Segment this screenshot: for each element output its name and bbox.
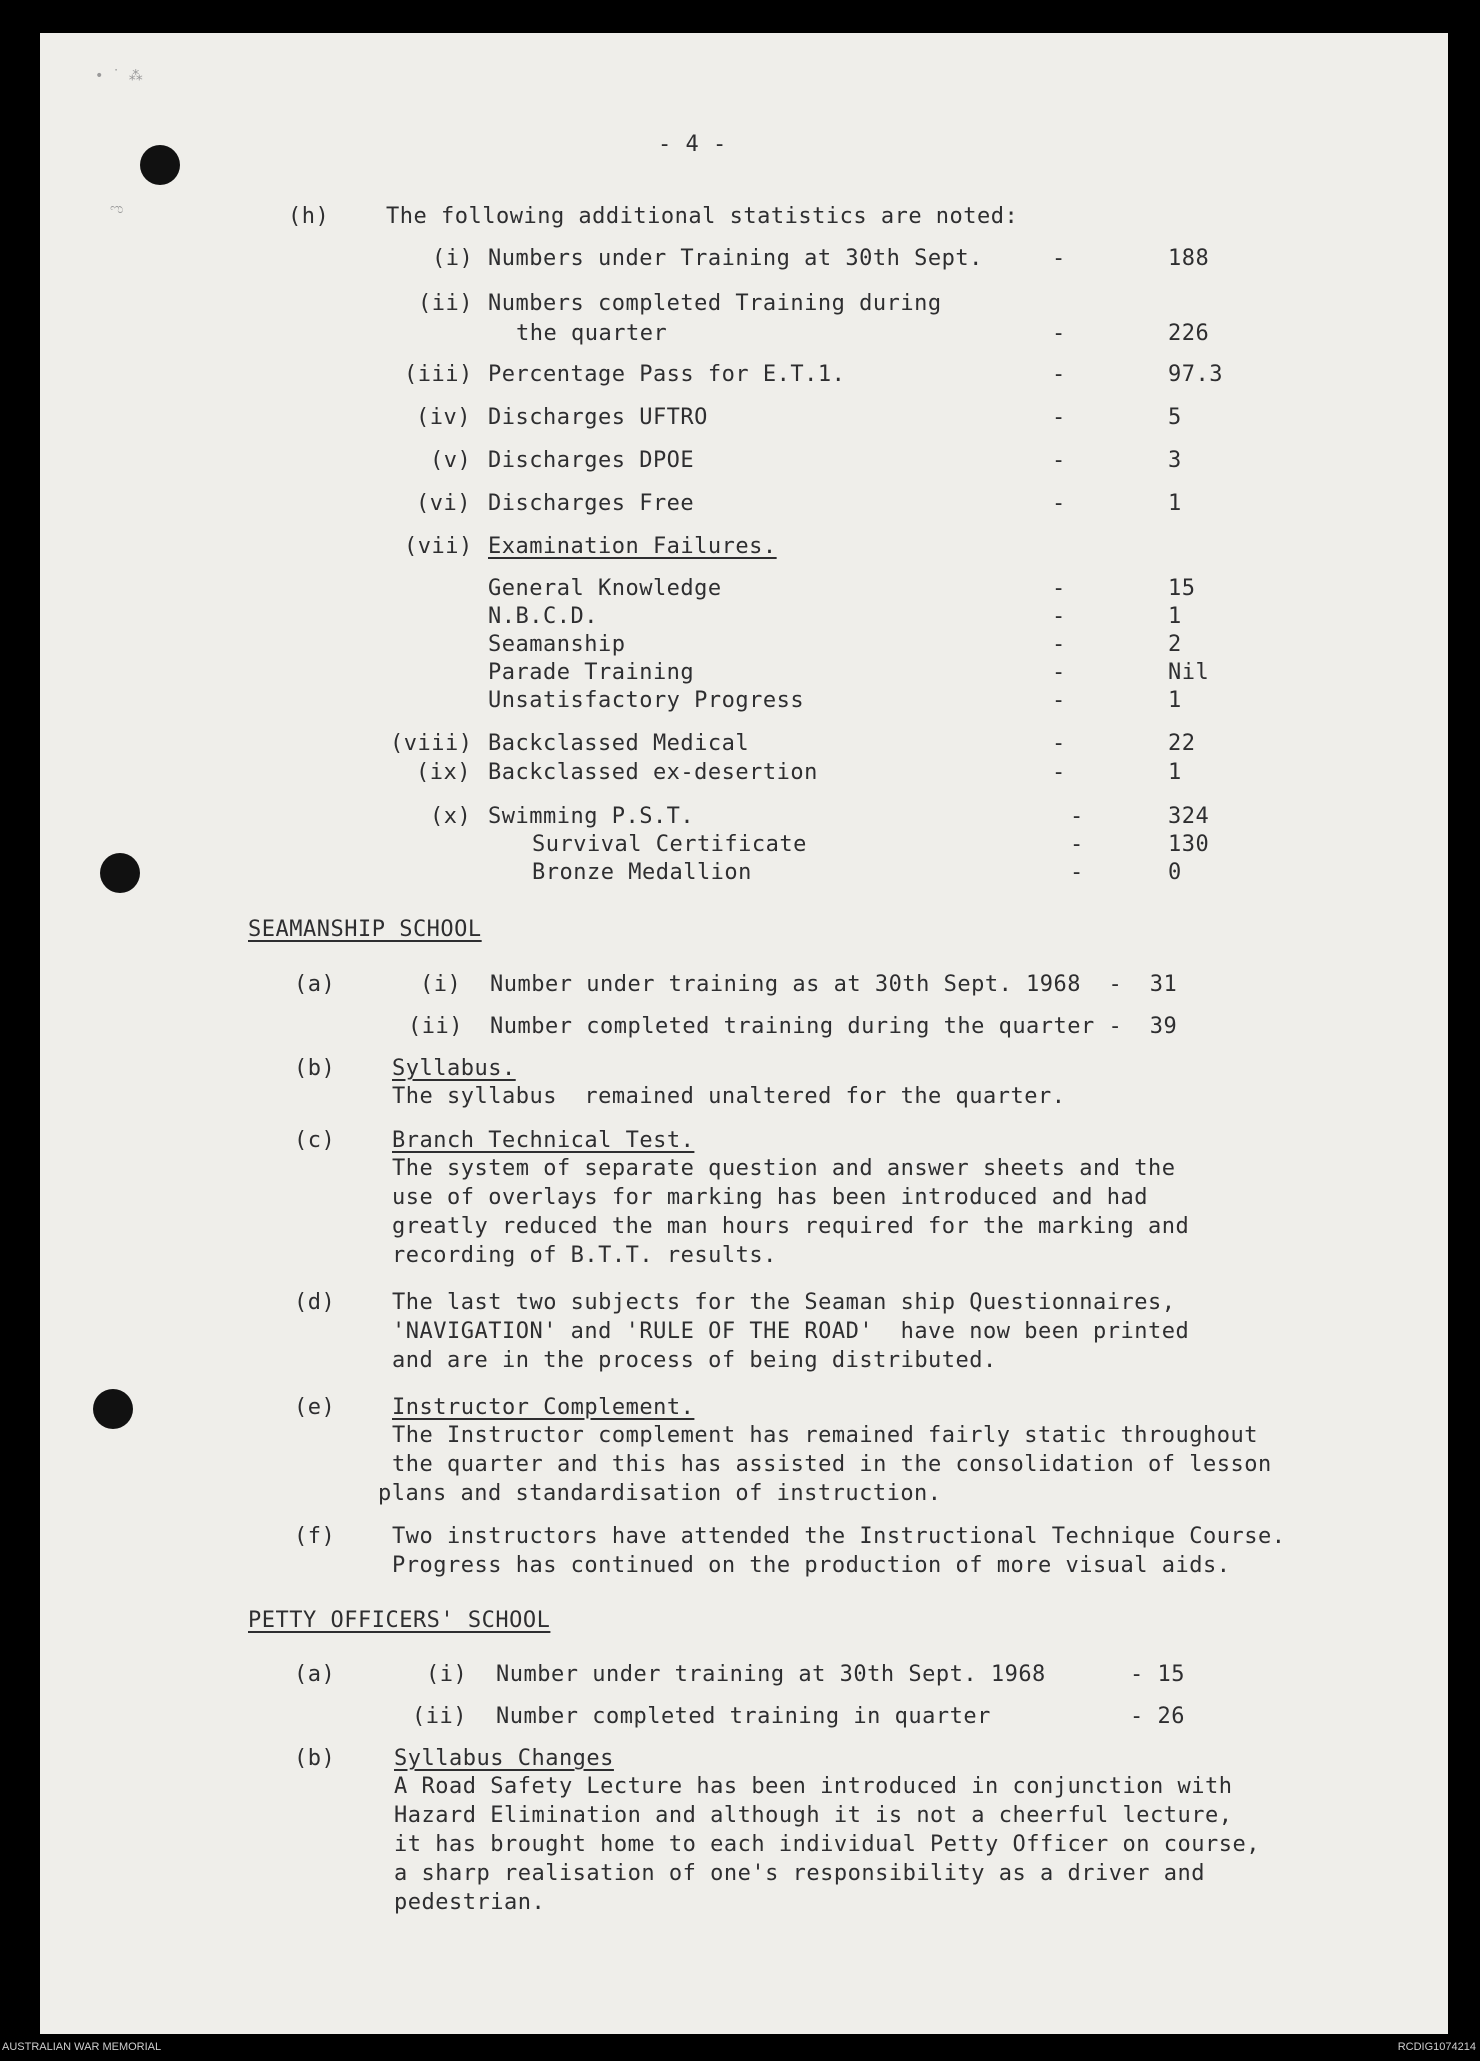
stat-num: (iii)	[404, 362, 473, 387]
stat-num: (ix)	[416, 760, 471, 785]
paragraph-line: Progress has continued on the production of more visual aids.	[392, 1553, 1231, 1578]
stat-value: 97.3	[1168, 362, 1223, 387]
stat-num: (v)	[430, 448, 472, 473]
item-label: (b)	[294, 1746, 336, 1771]
footer-right: RCDIG1074214	[1397, 2041, 1476, 2053]
swim-value: 324	[1168, 804, 1210, 829]
document-page	[40, 33, 1448, 2034]
failure-value: 1	[1168, 688, 1182, 713]
item-title: Syllabus.	[392, 1056, 516, 1081]
stat-dash: -	[1052, 362, 1066, 387]
failure-text: General Knowledge	[488, 576, 722, 601]
paragraph-line: greatly reduced the man hours required for the marking and	[392, 1214, 1190, 1239]
failure-dash: -	[1052, 576, 1066, 601]
swim-value: 130	[1168, 832, 1210, 857]
staple-mark: ಌ	[110, 201, 124, 217]
stat-subheading: Examination Failures.	[488, 534, 777, 559]
paragraph-line: The syllabus remained unaltered for the quarter.	[392, 1084, 1066, 1109]
paragraph-line: Two instructors have attended the Instructional Technique Course.	[392, 1524, 1286, 1549]
paragraph-line: pedestrian.	[394, 1890, 546, 1915]
stat-value: 1	[1168, 760, 1182, 785]
failure-dash: -	[1052, 604, 1066, 629]
item-value: - 26	[1130, 1704, 1185, 1729]
swim-text: Bronze Medallion	[532, 860, 752, 885]
stat-dash: -	[1052, 246, 1066, 271]
item-text: Number completed training during the quarter - 39	[490, 1014, 1178, 1039]
swim-dash: -	[1070, 832, 1084, 857]
failure-dash: -	[1052, 688, 1066, 713]
item-title: Instructor Complement.	[392, 1395, 695, 1420]
section-heading-seamanship: SEAMANSHIP SCHOOL	[248, 917, 482, 942]
item-text: Number under training as at 30th Sept. 1968 - 31	[490, 972, 1178, 997]
item-num: (ii)	[408, 1014, 463, 1039]
stat-num: (ii)	[418, 291, 473, 316]
paragraph-line: The last two subjects for the Seaman ship Questionnaires,	[392, 1290, 1176, 1315]
paragraph-line: Hazard Elimination and although it is not a cheerful lecture,	[394, 1803, 1233, 1828]
stat-num: (vii)	[404, 534, 473, 559]
stat-num: (iv)	[416, 405, 471, 430]
failure-value: 15	[1168, 576, 1196, 601]
page-number: - 4 -	[658, 132, 727, 157]
stat-text: Discharges Free	[488, 491, 695, 516]
paragraph-line: recording of B.T.T. results.	[392, 1243, 777, 1268]
item-title: Syllabus Changes	[394, 1746, 614, 1771]
item-text: Number completed training in quarter	[496, 1704, 991, 1729]
swim-text: Survival Certificate	[532, 832, 807, 857]
item-label: (a)	[294, 1662, 336, 1687]
stat-text: Backclassed Medical	[488, 731, 750, 756]
paragraph-line: 'NAVIGATION' and 'RULE OF THE ROAD' have now been printed	[392, 1319, 1190, 1344]
swim-dash: -	[1070, 804, 1084, 829]
item-label: (e)	[294, 1395, 336, 1420]
stat-dash: -	[1052, 731, 1066, 756]
paragraph-line: a sharp realisation of one's responsibility as a driver and	[394, 1861, 1205, 1886]
stat-dash: -	[1052, 448, 1066, 473]
failure-value: 2	[1168, 632, 1182, 657]
stat-value: 22	[1168, 731, 1196, 756]
failure-text: Seamanship	[488, 632, 626, 657]
paragraph-line: plans and standardisation of instruction.	[378, 1481, 942, 1506]
item-text: Number under training at 30th Sept. 1968	[496, 1662, 1046, 1687]
failure-value: Nil	[1168, 660, 1210, 685]
item-label-h: (h)	[288, 204, 330, 229]
stat-text: Discharges UFTRO	[488, 405, 708, 430]
item-num: (i)	[420, 972, 462, 997]
stat-dash: -	[1052, 760, 1066, 785]
item-label: (a)	[294, 972, 336, 997]
stat-dash: -	[1052, 405, 1066, 430]
item-num: (ii)	[412, 1704, 467, 1729]
paragraph-line: and are in the process of being distributed.	[392, 1348, 997, 1373]
failure-dash: -	[1052, 660, 1066, 685]
stat-value: 226	[1168, 321, 1210, 346]
paragraph-line: A Road Safety Lecture has been introduced in conjunction with	[394, 1774, 1233, 1799]
footer-left: AUSTRALIAN WAR MEMORIAL	[2, 2041, 162, 2053]
paragraph-line: The Instructor complement has remained fairly static throughout	[392, 1423, 1258, 1448]
stat-text: Numbers completed Training during	[488, 291, 942, 316]
failure-text: Parade Training	[488, 660, 695, 685]
stat-dash: -	[1052, 491, 1066, 516]
section-h-intro: The following additional statistics are noted:	[386, 204, 1019, 229]
item-label: (b)	[294, 1056, 336, 1081]
punch-hole-middle	[100, 853, 140, 893]
stat-text-cont: the quarter	[516, 321, 668, 346]
stat-value: 5	[1168, 405, 1182, 430]
stat-text: Numbers under Training at 30th Sept.	[488, 246, 983, 271]
swim-text: Swimming P.S.T.	[488, 804, 695, 829]
stat-num: (vi)	[416, 491, 471, 516]
paragraph-line: it has brought home to each individual Petty Officer on course,	[394, 1832, 1260, 1857]
failure-text: N.B.C.D.	[488, 604, 598, 629]
swim-dash: -	[1070, 860, 1084, 885]
section-heading-petty-officers: PETTY OFFICERS' SCHOOL	[248, 1608, 551, 1633]
punch-hole-bottom	[93, 1389, 133, 1429]
item-label: (f)	[294, 1524, 336, 1549]
punch-hole-top	[140, 145, 180, 185]
failure-dash: -	[1052, 632, 1066, 657]
item-value: - 15	[1130, 1662, 1185, 1687]
failure-value: 1	[1168, 604, 1182, 629]
stat-text: Discharges DPOE	[488, 448, 695, 473]
stat-text: Percentage Pass for E.T.1.	[488, 362, 846, 387]
swim-value: 0	[1168, 860, 1182, 885]
staple-mark: • ˙ ⁂	[95, 68, 143, 84]
stat-num: (viii)	[390, 731, 473, 756]
paragraph-line: use of overlays for marking has been introduced and had	[392, 1185, 1148, 1210]
stat-num: (x)	[430, 804, 472, 829]
item-label: (c)	[294, 1128, 336, 1153]
stat-dash: -	[1052, 321, 1066, 346]
paragraph-line: the quarter and this has assisted in the consolidation of lesson	[392, 1452, 1272, 1477]
paragraph-line: The system of separate question and answer sheets and the	[392, 1156, 1176, 1181]
stat-text: Backclassed ex-desertion	[488, 760, 818, 785]
item-title: Branch Technical Test.	[392, 1128, 695, 1153]
stat-value: 188	[1168, 246, 1210, 271]
stat-value: 3	[1168, 448, 1182, 473]
stat-value: 1	[1168, 491, 1182, 516]
item-num: (i)	[426, 1662, 468, 1687]
stat-num: (i)	[432, 246, 474, 271]
item-label: (d)	[294, 1290, 336, 1315]
failure-text: Unsatisfactory Progress	[488, 688, 805, 713]
